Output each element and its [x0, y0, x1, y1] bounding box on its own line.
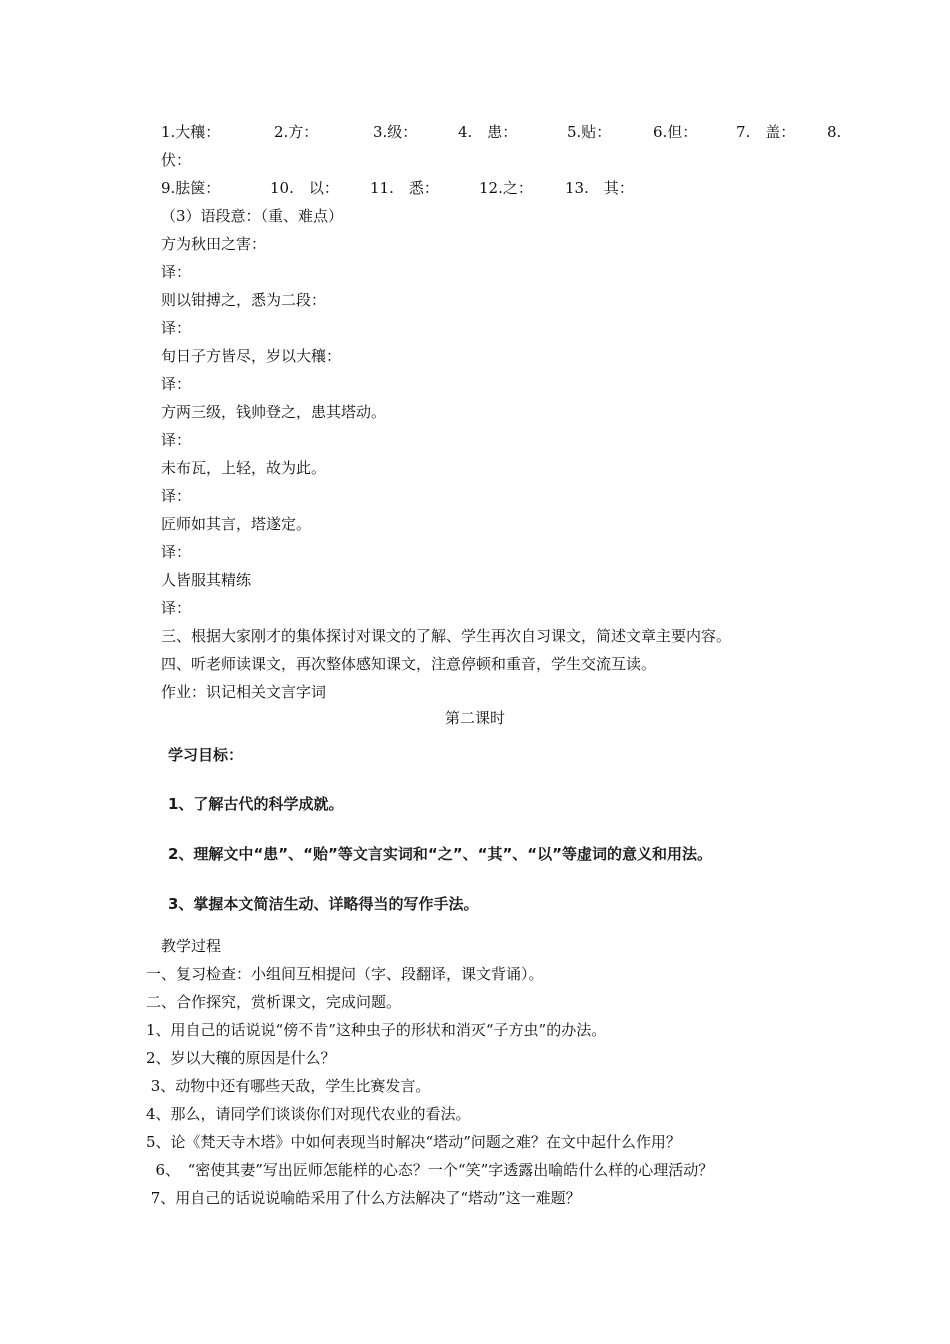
translation-prompt: 译： [161, 599, 192, 617]
translation-prompt: 译： [161, 431, 192, 449]
passage-text: 方两三级，钱帅登之，患其塔动。 [161, 403, 387, 421]
step-3: 三、根据大家刚才的集体探讨对课文的了解、学生再次自习课文，简述文章主要内容。 [161, 627, 732, 645]
lesson-title: 第二课时 [444, 709, 505, 727]
vocab-item: 10. 以： [270, 179, 339, 197]
vocab-item: 7. 盖： [736, 123, 796, 141]
process-heading: 教学过程 [161, 937, 222, 955]
vocab-item: 1.大穰： [161, 123, 221, 141]
passage-text: 旬日子方皆尽，岁以大穰： [161, 347, 342, 365]
goal-item: 2、理解文中“患”、“贻”等文言实词和“之”、“其”、“以”等虚词的意义和用法。 [168, 845, 713, 863]
process-item: 1、用自己的话说说“傍不肯”这种虫子的形状和消灭“子方虫”的办法。 [146, 1021, 607, 1039]
process-item: 6、 “密使其妻”写出匠师怎能样的心态？一个“笑”字透露出喻皓什么样的心理活动？ [146, 1161, 714, 1179]
homework: 作业：识记相关文言字词 [161, 683, 327, 701]
goals-heading: 学习目标： [168, 746, 244, 764]
vocab-item: 5.贴： [567, 123, 612, 141]
passage-text: 则以钳搏之，悉为二段： [161, 291, 327, 309]
goal-item: 1、了解古代的科学成就。 [168, 795, 344, 813]
process-item: 4、那么，请同学们谈谈你们对现代农业的看法。 [146, 1105, 471, 1123]
passage-text: 未布瓦，上轻，故为此。 [161, 459, 327, 477]
translation-prompt: 译： [161, 375, 192, 393]
step-4: 四、听老师读课文，再次整体感知课文，注意停顿和重音，学生交流互读。 [161, 655, 657, 673]
vocab-item: 11. 悉： [370, 179, 439, 197]
vocab-item: 3.级： [373, 123, 418, 141]
vocab-item: 12.之： [479, 179, 533, 197]
passage-text: 方为秋田之害： [161, 235, 267, 253]
vocab-item: 8. [827, 123, 842, 141]
passage-text: 人皆服其精练 [161, 571, 252, 589]
process-item: 7、用自己的话说说喻皓采用了什么方法解决了“塔动”这一难题？ [146, 1189, 581, 1207]
process-item: 二、合作探究，赏析课文，完成问题。 [146, 993, 402, 1011]
process-item: 一、复习检查：小组间互相提问（字、段翻译，课文背诵）。 [146, 965, 544, 983]
passage-text: 匠师如其言，塔遂定。 [161, 515, 312, 533]
translation-prompt: 译： [161, 319, 192, 337]
goal-item: 3、掌握本文简洁生动、详略得当的写作手法。 [168, 895, 479, 913]
translation-prompt: 译： [161, 263, 192, 281]
vocab-item: 9.胠箧： [161, 179, 221, 197]
translation-prompt: 译： [161, 487, 192, 505]
section-heading: （3）语段意：（重、难点） [161, 207, 344, 225]
vocab-item: 13. 其： [565, 179, 634, 197]
vocab-row-1-wrap: 伏： [161, 151, 192, 169]
process-item: 2、岁以大穰的原因是什么？ [146, 1049, 336, 1067]
vocab-item: 4. 患： [458, 123, 518, 141]
vocab-item: 2.方： [274, 123, 319, 141]
process-item: 5、论《梵天寺木塔》中如何表现当时解决“塔动”问题之难？在文中起什么作用？ [146, 1133, 681, 1151]
process-item: 3、动物中还有哪些天敌，学生比赛发言。 [146, 1077, 431, 1095]
translation-prompt: 译： [161, 543, 192, 561]
vocab-item: 6.但： [653, 123, 698, 141]
